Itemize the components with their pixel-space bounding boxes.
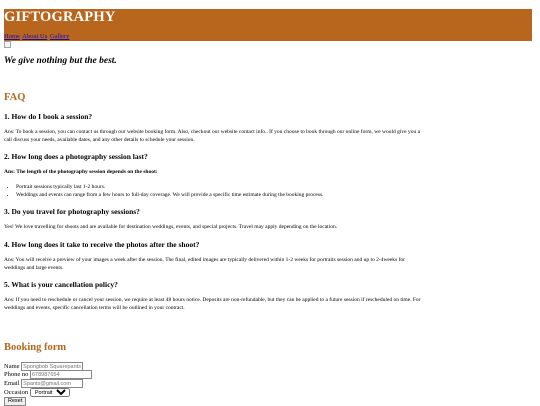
occasion-select[interactable] xyxy=(30,388,70,397)
faq-heading: FAQ xyxy=(4,92,26,103)
nav-gallery-link[interactable]: Gallery xyxy=(49,33,70,40)
name-label: Name xyxy=(4,362,20,370)
phone-row xyxy=(4,370,92,379)
list-item: • Weddings and events can range from a few hours to full-day coverage. We will provide a specific time estimate during the booking process. xyxy=(16,191,324,199)
faq-question-4: 4. How long does it take to receive the photos after the shoot? xyxy=(4,240,200,249)
occasion-row xyxy=(4,388,70,397)
phone-label: Phone no xyxy=(4,370,29,378)
faq-answer-1: Ans: To book a session, you can contact us through our website booking form. Also, checkout our website contact info.. If you choose to book through our online form, we would give you a call discuss your needs, available dates, and any other details to schedule your session. xyxy=(4,129,421,143)
occasion-label: Occasion xyxy=(4,388,29,396)
faq-answer-3: Yes! We love travelling for shoots and are available for destination weddings, events, and special projects. Travel may apply depending on the location. xyxy=(4,224,338,230)
faq-answer-4: Ans: You will receive a preview of your images a week after the session. The final, edited images are typically delivered within 1-2 weeks for portraits session and up to 2-4weeks for weddings and large events. xyxy=(4,257,405,271)
email-label: Email xyxy=(4,379,20,387)
faq-question-1: 1. How do I book a session? xyxy=(4,112,93,121)
site-title: GIFTOGRAPHY xyxy=(4,9,116,25)
nav-about-link[interactable]: About Us xyxy=(22,33,48,40)
broken-image-icon xyxy=(4,41,11,48)
phone-input[interactable] xyxy=(30,370,92,379)
faq-question-3: 3. Do you travel for photography sessions? xyxy=(4,207,140,216)
faq-question-5: 5. What is your cancellation policy? xyxy=(4,280,118,289)
faq-question-2: 2. How long does a photography session last? xyxy=(4,152,148,161)
list-item: • Portrait sessions typically last 1-2 hours. xyxy=(16,183,324,191)
faq-answer-2: Ans: The length of the photography session depends on the shoot: xyxy=(4,169,158,175)
tagline: We give nothing but the best. xyxy=(4,56,117,66)
main-nav xyxy=(4,33,70,41)
email-input[interactable] xyxy=(21,379,83,388)
faq-answer-5: Ans: If you need to reschedule or cancel your session, we require at least 48 hours notice. Deposits are non-refundable, but they can be applied to a future session if rescheduled on time. For weddings and events, specific cancellation terms will be outlined in your contract. xyxy=(4,297,421,311)
session-length-list xyxy=(4,183,324,199)
site-header xyxy=(4,9,532,41)
booking-form-heading: Booking form xyxy=(4,342,67,353)
email-row xyxy=(4,379,83,388)
reset-button[interactable]: Reset xyxy=(4,397,26,406)
nav-home-link[interactable]: Home xyxy=(4,33,20,40)
